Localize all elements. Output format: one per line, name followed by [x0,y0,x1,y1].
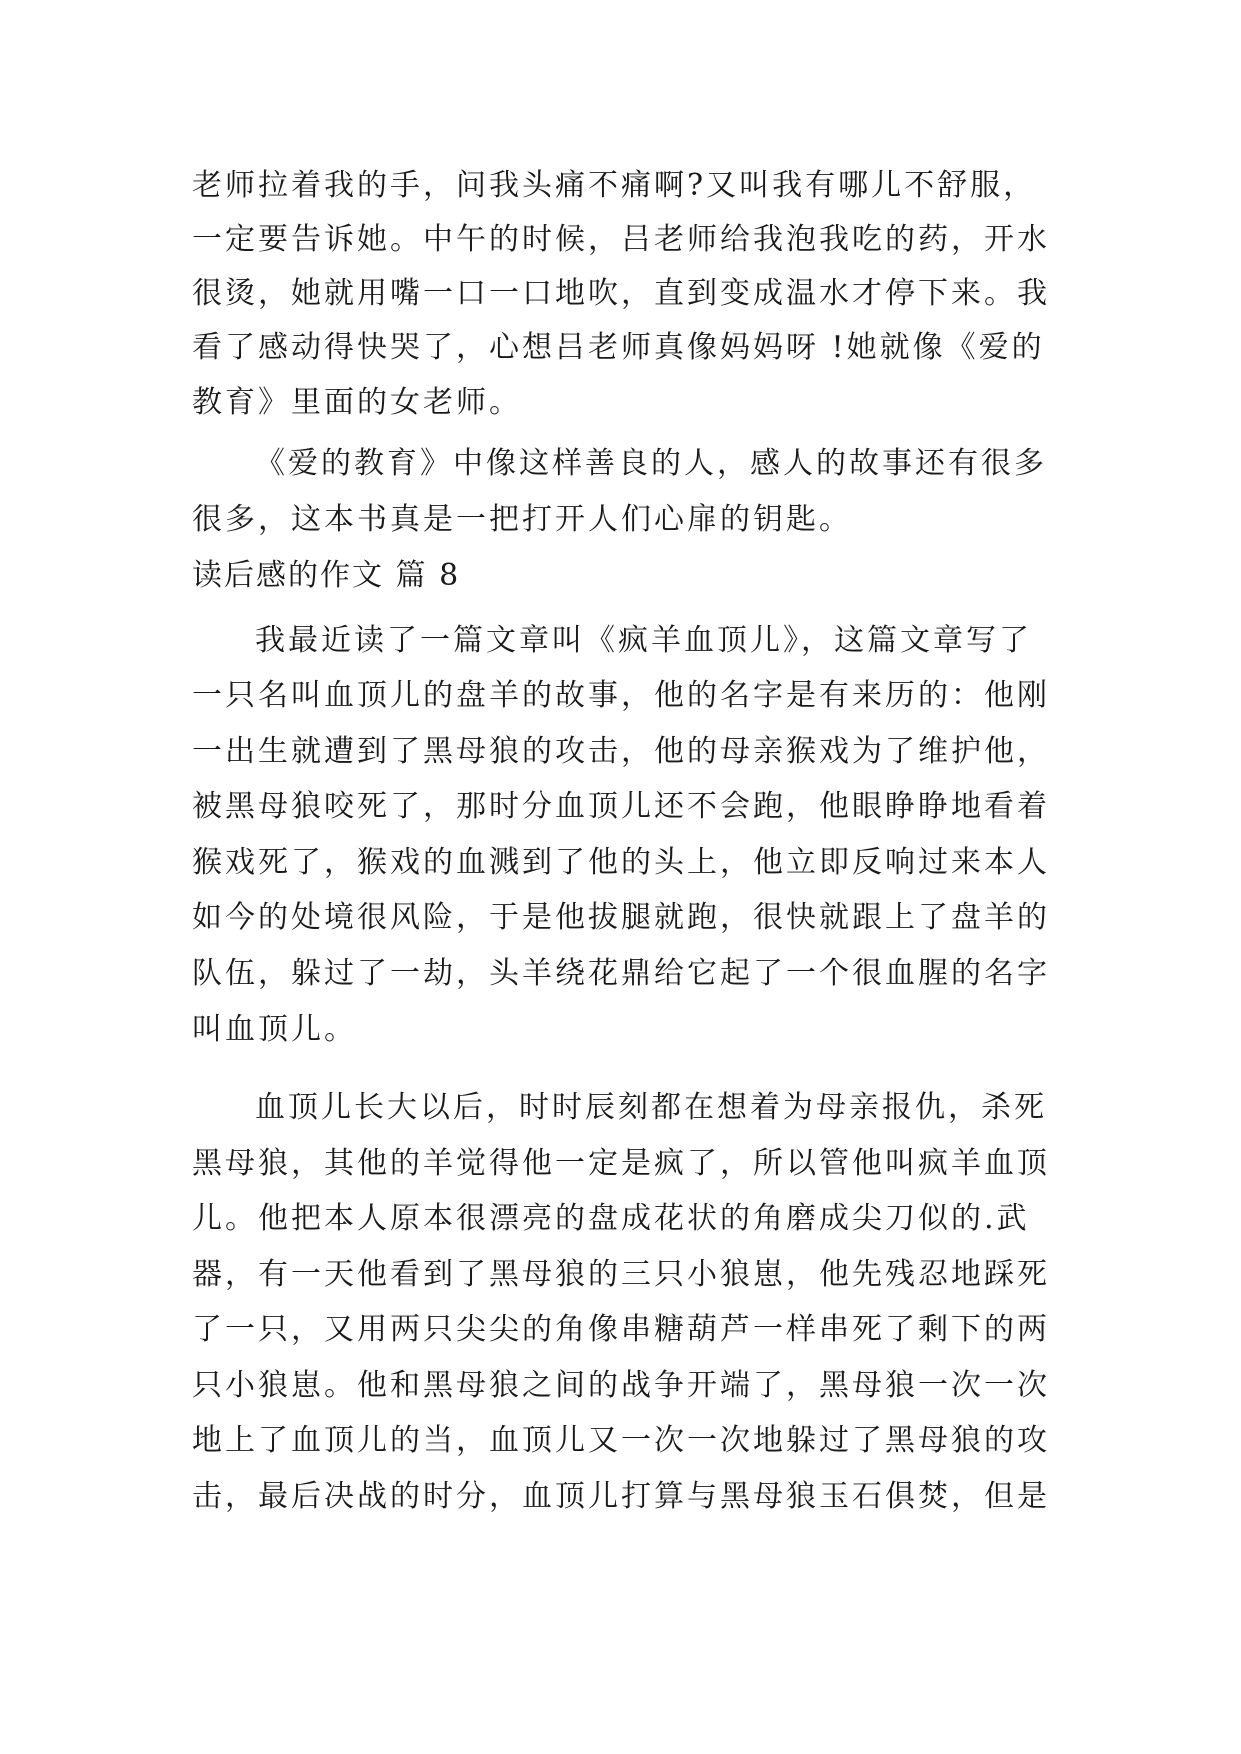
text-line: 教育》里面的女老师。 [192,385,522,420]
text-line: 我最近读了一篇文章叫《疯羊血顶儿》，这篇文章写了 [255,623,1032,658]
text-line: 猴戏死了，猴戏的血溅到了他的头上，他立即反响过来本人 [192,845,1050,880]
text-line: 一只名叫血顶儿的盘羊的故事，他的名字是有来历的：他刚 [192,678,1050,713]
text-line: 了一只，又用两只尖尖的角像串糖葫芦一样串死了剩下的两 [192,1312,1050,1347]
text-line: 一出生就遭到了黑母狼的攻击，他的母亲猴戏为了维护他， [192,734,1050,769]
text-line: 老师拉着我的手，问我头痛不痛啊?又叫我有哪儿不舒服， [192,168,1037,203]
text-line: 儿。他把本人原本很漂亮的盘成花状的角磨成尖刀似的.武 [192,1201,1030,1236]
text-line: 只小狼崽。他和黑母狼之间的战争开端了，黑母狼一次一次 [192,1368,1050,1403]
text-line: 看了感动得快哭了，心想吕老师真像妈妈呀 !她就像《爱的 [192,330,1045,365]
text-line: 器，有一天他看到了黑母狼的三只小狼崽，他先残忍地踩死 [192,1257,1050,1292]
text-line: 一定要告诉她。中午的时候，吕老师给我泡我吃的药，开水 [192,222,1050,257]
text-line: 被黑母狼咬死了，那时分血顶儿还不会跑，他眼睁睁地看着 [192,789,1050,824]
text-line: 很多，这本书真是一把打开人们心扉的钥匙。 [192,502,852,537]
text-line: 队伍，躲过了一劫，头羊绕花鼎给它起了一个很血腥的名字 [192,956,1050,991]
text-line: 《爱的教育》中像这样善良的人，感人的故事还有很多 [255,446,1047,481]
text-line: 地上了血顶儿的当，血顶儿又一次一次地躲过了黑母狼的攻 [192,1423,1050,1458]
text-line: 如今的处境很风险，于是他拔腿就跑，很快就跟上了盘羊的 [192,900,1050,935]
text-line: 击，最后决战的时分，血顶儿打算与黑母狼玉石俱焚，但是 [192,1479,1050,1514]
text-line: 很烫，她就用嘴一口一口地吹，直到变成温水才停下来。我 [192,276,1050,311]
text-line: 血顶儿长大以后，时时辰刻都在想着为母亲报仇，杀死 [255,1090,1047,1125]
text-line: 黑母狼，其他的羊觉得他一定是疯了，所以管他叫疯羊血顶 [192,1146,1050,1181]
text-line: 叫血顶儿。 [192,1012,357,1047]
section-heading: 读后感的作文 篇 8 [192,558,461,593]
